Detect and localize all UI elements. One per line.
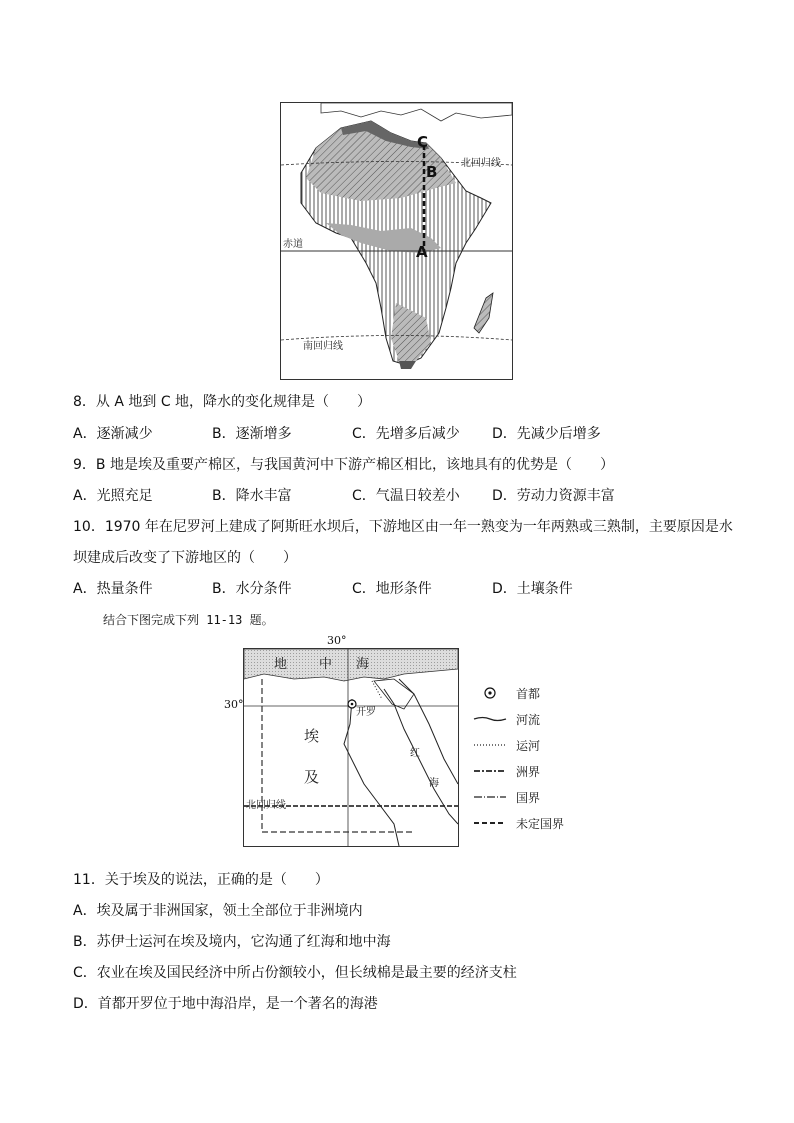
canal-line-icon [473,740,507,750]
africa-climate-map [280,102,513,380]
q10-option-d[interactable]: D．土壤条件 [492,581,573,597]
legend-label: 洲界 [516,764,541,779]
legend-canal [470,732,590,758]
red-sea-char-1: 红 [410,748,420,759]
legend-label: 河流 [516,712,541,727]
q8-option-b[interactable]: B．逐渐增多 [212,426,292,442]
point-c-label: C [417,133,429,151]
egypt-char-1: 埃 [304,727,320,745]
legend-undefined-boundary [470,810,590,836]
question-10-stem-line1: 10．1970 年在尼罗河上建成了阿斯旺水坝后，下游地区由一年一熟变为一年两熟或三熟制，主要原因是水 [73,519,733,535]
legend-capital [470,680,590,706]
river-line-icon [473,714,507,724]
red-sea-char-2: 海 [429,778,439,789]
question-9-stem: 9．B 地是埃及重要产棉区，与我国黄河中下游产棉区相比，该地具有的优势是（ ） [73,457,614,473]
cairo-label: 开罗 [356,707,376,718]
sea-char-2: 中 [319,657,333,672]
tropic-of-cancer-label: 北回归线 [246,800,286,811]
question-10-stem-line2: 坝建成后改变了下游地区的（ ） [73,550,297,566]
q10-option-a[interactable]: A．热量条件 [73,581,153,597]
q11-option-b[interactable]: B．苏伊士运河在埃及境内，它沟通了红海和地中海 [73,934,391,950]
egypt-char-2: 及 [304,768,320,786]
tropic-south-label: 南回归线 [303,341,343,352]
question-11-stem: 11．关于埃及的说法，正确的是（ ） [73,872,329,888]
q9-option-d[interactable]: D．劳动力资源丰富 [492,488,615,504]
africa-map-graphic [281,103,512,379]
q9-option-c[interactable]: C．气温日较差小 [352,488,460,504]
legend-continent-boundary [470,758,590,784]
legend-label: 运河 [516,738,541,753]
q8-option-d[interactable]: D．先减少后增多 [492,426,601,442]
legend-river [470,706,590,732]
egypt-map [243,648,459,847]
longitude-30-label: 30° [327,634,347,647]
legend-label: 未定国界 [516,816,565,831]
q11-option-c[interactable]: C．农业在埃及国民经济中所占份额较小，但长绒棉是最主要的经济支柱 [73,965,517,981]
q8-option-c[interactable]: C．先增多后减少 [352,426,460,442]
legend-label: 国界 [516,790,541,805]
q11-option-a[interactable]: A．埃及属于非洲国家，领土全部位于非洲境内 [73,903,363,919]
continent-boundary-icon [473,766,507,776]
q10-option-c[interactable]: C．地形条件 [352,581,432,597]
q8-option-a[interactable]: A．逐渐减少 [73,426,153,442]
q9-option-a[interactable]: A．光照充足 [73,488,153,504]
legend-national-boundary [470,784,590,810]
q11-option-d[interactable]: D．首都开罗位于地中海沿岸，是一个著名的海港 [73,996,378,1012]
q10-option-b[interactable]: B．水分条件 [212,581,292,597]
undefined-boundary-icon [473,818,507,828]
sea-char-1: 地 [274,657,288,672]
egypt-map-graphic [244,649,458,846]
capital-symbol-icon [483,686,497,700]
question-8-stem: 8．从 A 地到 C 地，降水的变化规律是（ ） [73,394,372,410]
tropic-north-label: 北回归线 [461,158,501,169]
national-boundary-icon [473,792,507,802]
latitude-30-label: 30° [224,698,244,711]
map-legend [470,680,590,836]
q9-option-b[interactable]: B．降水丰富 [212,488,292,504]
section-intro: 结合下图完成下列 11-13 题。 [103,613,274,627]
legend-label: 首都 [516,686,541,701]
point-b-label: B [426,163,438,181]
point-a-label: A [416,243,428,261]
sea-char-3: 海 [356,657,370,672]
equator-label: 赤道 [283,239,303,250]
